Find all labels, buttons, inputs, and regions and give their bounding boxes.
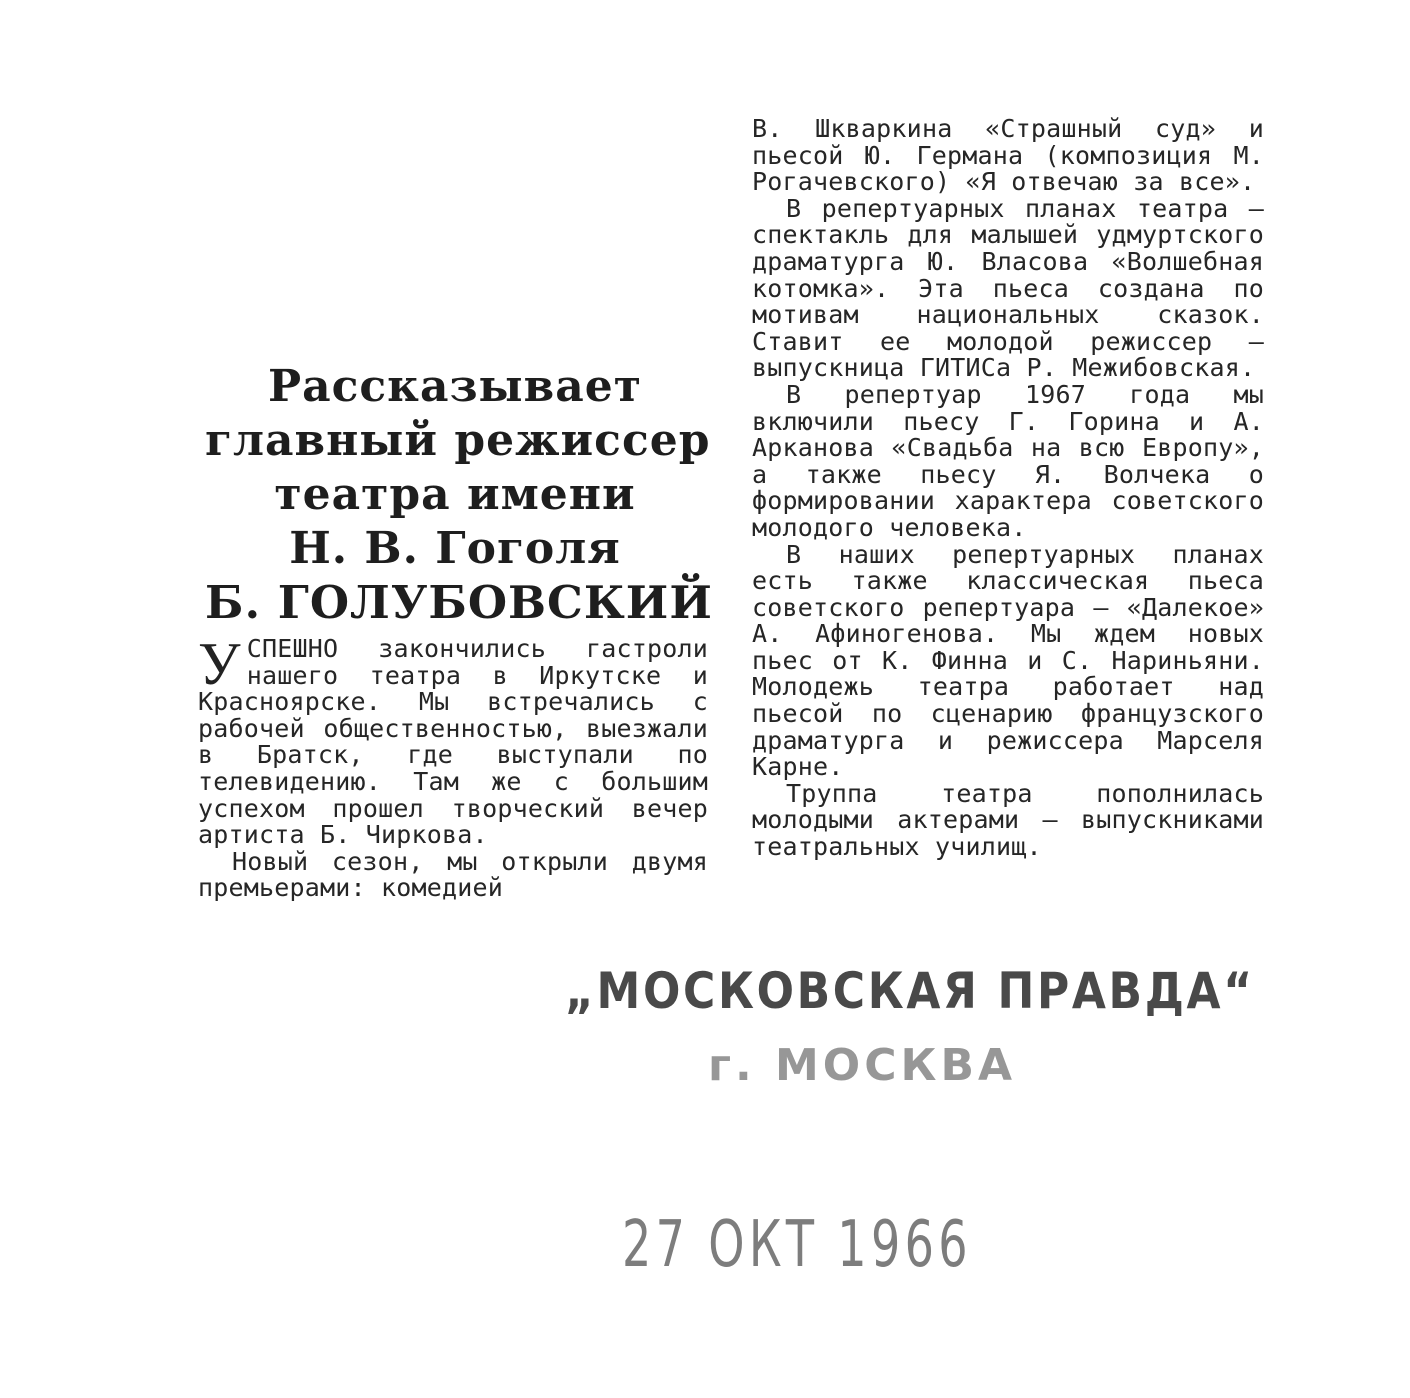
right-paragraph-2: В репертуарных планах театра — спектакль для малышей удмуртского драматурга Ю. Власова «Волшебная котомка». Эта пьеса создана по мотивам национальных сказок. Ставит ее молодой режиссер — выпускница ГИТИСа Р. Межибовская. — [752, 193, 1264, 383]
headline-line-1: Рассказывает — [268, 361, 642, 412]
newspaper-stamp: „МОСКОВСКАЯ ПРАВДА“ — [565, 962, 1255, 1020]
left-column — [198, 631, 708, 903]
right-column — [752, 116, 1264, 861]
date-stamp: 27 ОКТ 1966 — [622, 1208, 972, 1282]
left-paragraph-1 — [198, 631, 708, 850]
drop-cap: У — [198, 631, 241, 697]
article-headline — [205, 360, 713, 630]
headline-line-2: главный режиссер — [205, 415, 711, 466]
headline-author: Б. ГОЛУБОВСКИЙ — [205, 576, 713, 629]
right-paragraph-1: В. Шкваркина «Страшный суд» и пьесой Ю. Германа (композиция М. Рогачевского) «Я отвечаю за все». — [752, 114, 1264, 197]
headline-line-4: Н. В. Гоголя — [289, 523, 621, 574]
left-paragraph-1-text: СПЕШНО закончились гастроли нашего театра в Иркутске и Красноярске. Мы встречались с рабочей общественностью, выезжали в Братск, где выступали по телевидению. Там же с большим успехом прошел творческий вечер артиста Б. Чиркова. — [198, 634, 708, 850]
right-paragraph-5: Труппа театра пополнилась молодыми актерами — выпускниками театральных училищ. — [752, 778, 1264, 862]
right-paragraph-4: В наших репертуарных планах есть также классическая пьеса советского репертуара — «Далекое» А. Афиногенова. Мы ждем новых пьес от К. Финна и С. Нариньяни. Молодежь театра работает над пьесой по сценарию французского драматурга и режиссера Марселя Карне. — [752, 539, 1264, 782]
right-paragraph-3: В репертуар 1967 года мы включили пьесу Г. Горина и А. Арканова «Свадьба на всю Европу», а также пьесу Я. Волчека о формировании характера советского молодого человека. — [752, 379, 1264, 542]
headline-line-3: театра имени — [274, 469, 636, 520]
city-stamp: г. МОСКВА — [708, 1040, 1017, 1091]
left-paragraph-2: Новый сезон, мы открыли двумя премьерами: комедией — [198, 846, 708, 903]
